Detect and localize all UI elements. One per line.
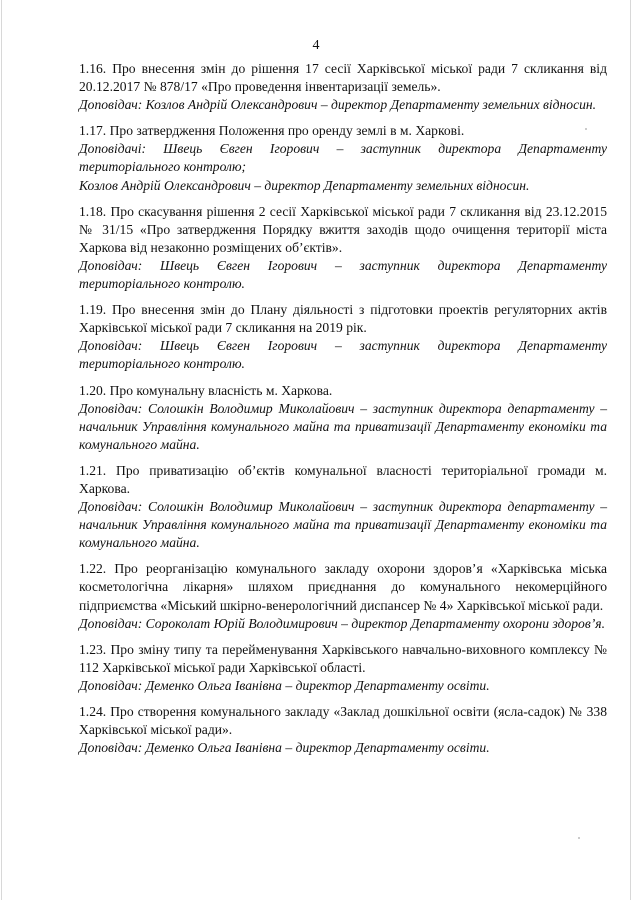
agenda-item-title: 1.20. Про комунальну власність м. Харкова. xyxy=(79,382,333,398)
agenda-item xyxy=(79,60,607,114)
agenda-item-speaker: Доповідач: Швець Євген Ігорович – заступник директора Департаменту територіального контролю. xyxy=(79,257,607,292)
agenda-item-title: 1.21. Про приватизацію об’єктів комунальної власності територіальної громади м. Харкова. xyxy=(79,462,607,496)
right-scan-edge xyxy=(630,0,631,900)
agenda-item xyxy=(79,382,607,454)
agenda-item xyxy=(79,560,607,632)
agenda-item-speaker: Доповідач: Деменко Ольга Іванівна – директор Департаменту освіти. xyxy=(79,740,490,756)
agenda-item-speaker: Доповідач: Швець Євген Ігорович – заступник директора Департаменту територіального контролю. xyxy=(79,338,607,372)
agenda-item xyxy=(79,641,607,695)
agenda-item-title: 1.18. Про скасування рішення 2 сесії Харківської міської ради 7 скликання від 23.12.2015 № 31/15 «Про затвердження Порядку вжиття заходів щодо очищення території міста Харкова від незаконно розміщених об’єктів». xyxy=(79,203,607,255)
agenda-item-title: 1.17. Про затвердження Положення про оренду землі в м. Харкові. xyxy=(79,123,465,139)
agenda-item xyxy=(79,301,607,373)
agenda-item xyxy=(79,122,607,194)
agenda-item xyxy=(79,462,607,552)
agenda-item-speaker: Доповідач: Солошкін Володимир Миколайович – заступник директора департаменту – начальник Управління комунального майна та приватизації Департаменту економіки та комунального майна. xyxy=(79,400,607,452)
agenda-item-speaker: Доповідач: Козлов Андрій Олександрович – директор Департаменту земельних відносин. xyxy=(79,97,597,113)
agenda-item-speaker: Доповідач: Солошкін Володимир Миколайович – заступник директора департаменту – начальник Управління комунального майна та приватизації Департаменту економіки та комунального майна. xyxy=(79,499,607,551)
agenda-item xyxy=(79,203,607,293)
agenda-item-speaker: Доповідач: Сороколат Юрій Володимирович – директор Департаменту охорони здоров’я. xyxy=(79,615,605,631)
agenda-item-title: 1.16. Про внесення змін до рішення 17 сесії Харківської міської ради 7 скликання від 20.12.2017 № 878/17 «Про проведення інвентаризації земель». xyxy=(79,61,607,95)
agenda-item-title: 1.19. Про внесення змін до Плану діяльності з підготовки проектів регуляторних актів Харківської міської ради 7 скликання на 2019 рік. xyxy=(79,302,607,336)
agenda-item-title: 1.22. Про реорганізацію комунального закладу охорони здоров’я «Харківська міська косметологічна лікарня» шляхом приєднання до комунального некомерційного підприємства «Міський шкірно-венерологічний диспансер № 4» Харківської міської ради. xyxy=(79,561,607,613)
agenda-item-speaker: Доповідач: Деменко Ольга Іванівна – директор Департаменту освіти. xyxy=(79,677,490,693)
scan-speck xyxy=(578,837,580,839)
agenda-list xyxy=(79,60,607,765)
left-scan-edge xyxy=(1,0,2,900)
agenda-item xyxy=(79,703,607,757)
agenda-item-title: 1.23. Про зміну типу та перейменування Харківського навчально-виховного комплексу № 112 Харківської міської ради Харківської області. xyxy=(79,641,607,675)
agenda-item-speaker: Доповідачі: Швець Євген Ігорович – заступник директора Департаменту територіального контролю; xyxy=(79,141,607,175)
agenda-item-title: 1.24. Про створення комунального закладу «Заклад дошкільної освіти (ясла-садок) № 338 Харківської міської ради». xyxy=(79,704,607,738)
agenda-item-speaker: Козлов Андрій Олександрович – директор Департаменту земельних відносин. xyxy=(79,177,530,193)
page-number: 4 xyxy=(312,38,320,53)
